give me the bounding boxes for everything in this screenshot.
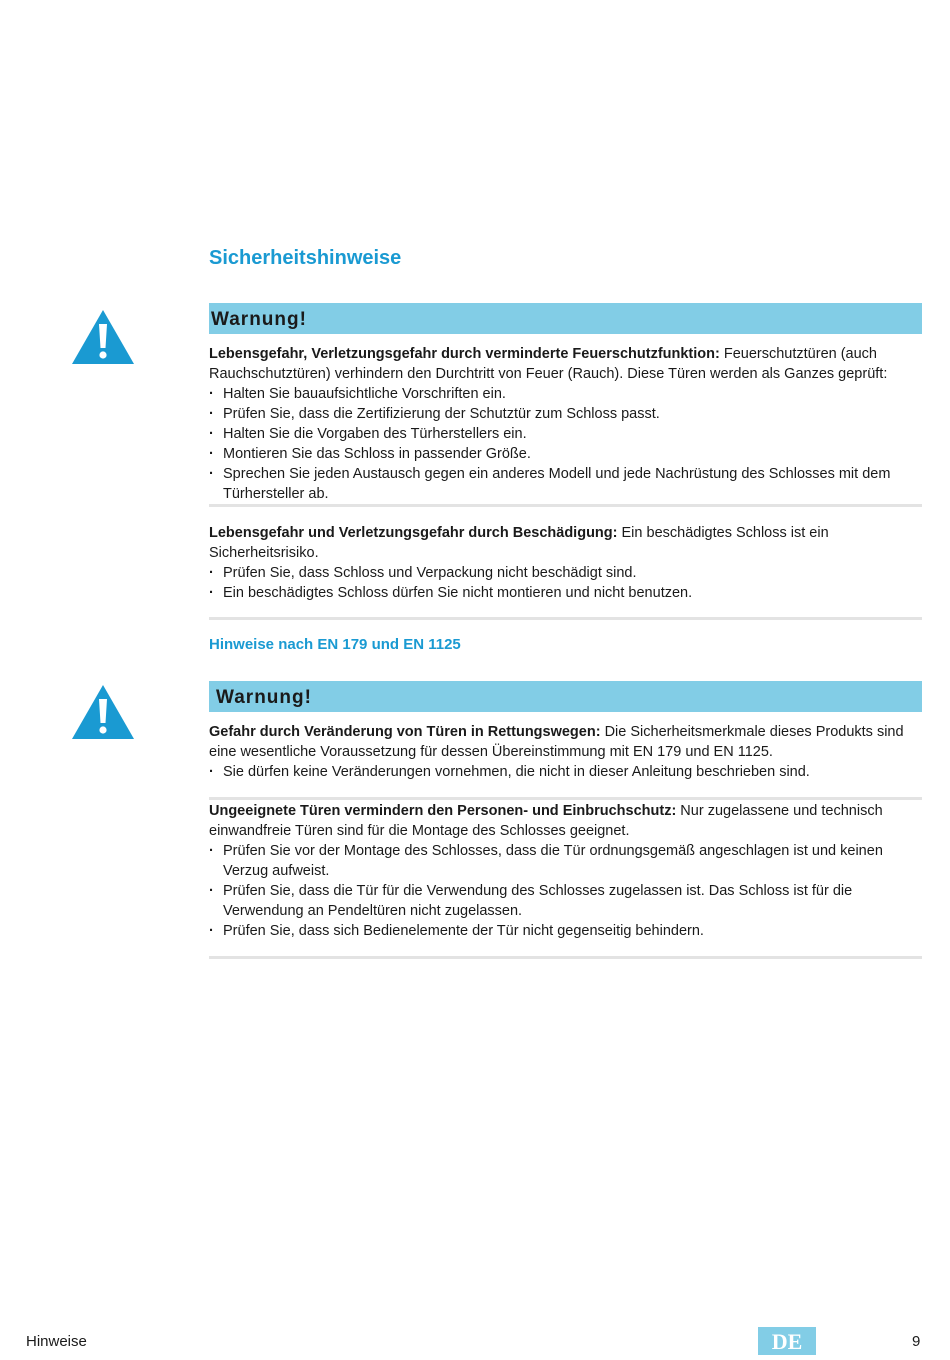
list-item: · Ein beschädigtes Schloss dürfen Sie nicht montieren und nicht benutzen. xyxy=(209,583,922,603)
block-text: Die Sicherheitsmerkmale dieses Produkts sind eine wesentliche Voraussetzung für dessen Übereinstimmung mit EN 179 und EN 1125. xyxy=(209,724,904,760)
divider xyxy=(209,797,922,800)
list-item: · Prüfen Sie vor der Montage des Schlosses, dass die Tür ordnungsgemäß angeschlagen ist und keinen Verzug aufweist. xyxy=(209,841,922,881)
warning-banner: Warnung! xyxy=(209,681,922,712)
warning-banner: Warnung! xyxy=(209,303,922,334)
list-item: · Halten Sie die Vorgaben des Türherstellers ein. xyxy=(209,424,922,444)
list-item: · Prüfen Sie, dass die Zertifizierung der Schutztür zum Schloss passt. xyxy=(209,404,922,424)
language-badge: DE xyxy=(758,1327,816,1355)
list-item: · Sprechen Sie jeden Austausch gegen ein anderes Modell und jede Nachrüstung des Schlosses mit dem Türhersteller ab. xyxy=(209,464,922,504)
footer-section-label: Hinweise xyxy=(26,1333,87,1350)
warning-block-damage xyxy=(209,523,922,603)
divider xyxy=(209,617,922,620)
block-text: Ein beschädigtes Schloss ist ein Sicherheitsrisiko. xyxy=(209,525,829,561)
block-heading: Lebensgefahr, Verletzungsgefahr durch verminderte Feuerschutzfunktion: xyxy=(209,346,720,362)
page-title: Sicherheitshinweise xyxy=(209,247,402,269)
list-item: · Prüfen Sie, dass die Tür für die Verwendung des Schlosses zugelassen ist. Das Schloss ist für die Verwendung an Pendeltüren nicht zugelassen. xyxy=(209,881,922,921)
list-item: · Montieren Sie das Schloss in passender Größe. xyxy=(209,444,922,464)
list-item: · Prüfen Sie, dass Schloss und Verpackung nicht beschädigt sind. xyxy=(209,563,922,583)
block-heading: Ungeeignete Türen vermindern den Personen- und Einbruchschutz: xyxy=(209,803,677,819)
divider xyxy=(209,504,922,507)
block-text: Feuerschutztüren (auch Rauchschutztüren) verhindern den Durchtritt von Feuer (Rauch). Diese Türen werden als Ganzes geprüft: xyxy=(209,346,888,382)
block-heading: Gefahr durch Veränderung von Türen in Rettungswegen: xyxy=(209,724,601,740)
bullet-list xyxy=(209,841,922,941)
warning-block-fire-protection xyxy=(209,344,922,504)
list-item: · Halten Sie bauaufsichtliche Vorschriften ein. xyxy=(209,384,922,404)
page-number: 9 xyxy=(912,1333,921,1350)
warning-block-escape-routes xyxy=(209,722,922,782)
block-text: Nur zugelassene und technisch einwandfreie Türen sind für die Montage des Schlosses geeignet. xyxy=(209,803,883,839)
bullet-list xyxy=(209,563,922,603)
divider xyxy=(209,956,922,959)
warning-triangle-icon xyxy=(71,308,135,366)
list-item: · Sie dürfen keine Veränderungen vornehmen, die nicht in dieser Anleitung beschrieben sind. xyxy=(209,762,922,782)
section-title: Hinweise nach EN 179 und EN 1125 xyxy=(209,636,461,653)
bullet-list xyxy=(209,762,922,782)
warning-block-unsuitable-doors xyxy=(209,801,922,941)
bullet-list xyxy=(209,384,922,504)
warning-triangle-icon xyxy=(71,683,135,741)
block-heading: Lebensgefahr und Verletzungsgefahr durch Beschädigung: xyxy=(209,525,618,541)
list-item: · Prüfen Sie, dass sich Bedienelemente der Tür nicht gegenseitig behindern. xyxy=(209,921,922,941)
